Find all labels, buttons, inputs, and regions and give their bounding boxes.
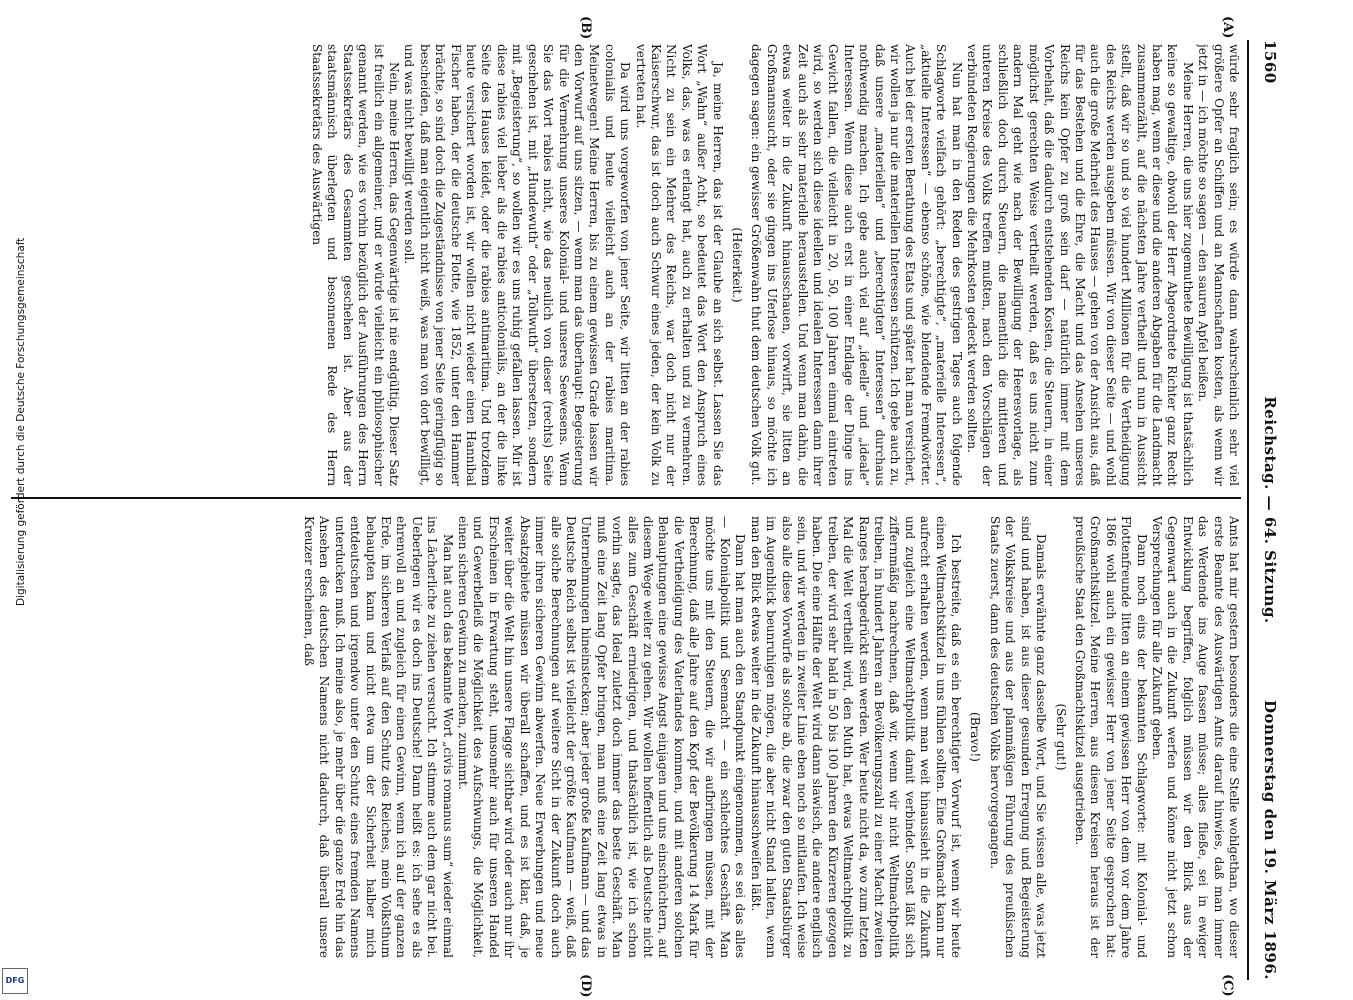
paragraph: Nein, meine Herren, das Gegenwärtige ist nie endgültig. Dieser Satz ist freilich ein allgemeiner, und er würde vielleicht ein philosophischer genannt werden, wie es vorhin bezüglich der Ausführungen des Herrn Staatssekretärs des Gesammten geschehen ist. Aber aus der staatsmännisch überlegten und besonnenen Rede des Herrn Staatssekretärs des Auswärtigen — [310, 44, 402, 486]
paragraph: Ja, meine Herren, das ist der Glaube an sich selbst. Lassen Sie das Wort „Wahn“ außer Acht, so bedeutet das Wort den Anspruch eines Volks, das, was es erlangt hat, auch zu erhalten und zu vermehren. Nicht zu sein ein Mehrer des Reichs, war doch nicht nur der Kaiserschwur, das ist doch auch Schwur eines jeden, der kein Volk zu vertreten hat. — [633, 44, 725, 486]
margin-marker-b: (B) — [578, 16, 593, 40]
session-title: Reichstag. — 64. Sitzung. — [1261, 396, 1279, 624]
margin-marker-c: (C) — [1220, 974, 1235, 997]
paragraph: Damals erwähnte ganz dasselbe Wort, und Sie wissen alle, was jetzt sind und haben, ist aus dieser gesunden Erregung und Begeisterung der Volkskreise und aus der planmäßigen Führung des preußischen Staats zuerst, dann des deutschen Volks hervorgegangen. — [987, 516, 1049, 958]
digitization-footer — [0, 0, 30, 1000]
paragraph: Amts hat mir gestern besonders die eine Stelle wohlgethan, wo dieser erste Beamte des Auswärtigen Amts darauf hinwies, daß man immer das Werdende ins Auge fassen müsse; alles fließe, sei in ewiger Entwicklung begriffen, folglich müssen wir den Blick aus der Gegenwart auch in die Zukunft werfen und könne nicht jetzt schon Versprechungen für alle Zukunft geben. — [1149, 516, 1241, 958]
paragraph: Meine Herren, die uns hier zugemuthete Bewilligung ist thatsächlich keine so gewaltige, obwohl der Herr Abgeordnete Richter ganz Recht haben mag, wenn er diese und die anderen Abgaben für die Landmacht zusammenzählt, auf die nächsten Jahre vertheilt und nun in Aussicht stellt, daß wir so und so viel hundert Millionen für die Vertheidigung des Reichs werden ausgeben müssen. Wir von dieser Seite — und wohl auch die große Mehrheit des Hauses — gehen von der Ansicht aus, daß für das Bestehen und die Ehre, die Macht und das Ansehen unseres Reichs kein Opfer zu groß sein darf — natürlich immer mit dem Vorbehalt, daß die dadurch entstehenden Kosten, die Steuern, in einer möglichst gerechten Weise vertheilt werden, daß es uns nicht zum andern Mal geht wie nach der Bewilligung der Heeresvorlage, als schließlich doch durch Steuern, die namentlich die mittleren und unteren Kreise des Volks treffen mußten, nach den Vorschlägen der verbündeten Regierungen die Mehrkosten gedeckt werden sollten. — [965, 44, 1195, 486]
attribution-text: Digitalisierung gefördert durch die Deutsche Forschungsgemeinschaft — [15, 237, 27, 606]
page-header — [1251, 40, 1285, 980]
right-column — [11, 516, 1241, 958]
document-page — [3, 0, 1293, 1000]
session-date: Donnerstag den 19. März 1896. — [1261, 700, 1279, 980]
dfg-logo-icon: DFG — [2, 968, 28, 994]
paragraph: Dann noch eins der bekannten Schlagworte: mit Kolonial- und Flottenfreunde litten an einem gewissen Herr von dem vor dem Jahre 1866 wohl auch ein gewisser Herr von jener Seite gesprochen hat: Großmachtskitzel. Meine Herren, aus diesen Kreisen heraus ist der preußische Staat den Großmachtskitzel ausgetrieben. — [1072, 516, 1149, 958]
paragraph: Ich bestreite, daß es ein berechtigter Vorwurf ist, wenn wir heute einen Weltmachtskitzel in uns fühlen sollten. Eine Großmacht kann nur aufrecht erhalten werden, wenn man weit hinaussieht in die Zukunft und zugleich eine Weltmachtpolitik damit verbindet. Sonst läßt sich ziffernmäßig nachrechnen, daß wir, wenn wir nicht Weltmachtpolitik treiben, in hundert Jahren an Bevölkerungszahl zu einer Macht zweiten Ranges herabgedrückt sein werden. Wer heute nicht da, wo zum letzten Mal die Welt vertheilt wird, den Muth hat, etwas Weltmachtpolitik zu treiben, der wird sehr bald in 50 bis 100 Jahren den Kürzeren gezogen haben. Die eine Hälfte der Welt wird dann slawisch, die andere englisch sein, und wir werden in zweiter Linie eben noch so mitlaufen. Ich weise also alle diese Vorwürfe als solche ab, die zwar den guten Staatsbürger im Augenblick beunruhigen mögen, die aber nicht Stand halten, wenn man den Blick etwas weiter in die Zukunft hinausschweifen läßt. — [748, 516, 964, 958]
page-number: 1560 — [1261, 40, 1279, 84]
interjection: (Sehr gut!) — [1053, 703, 1068, 771]
paragraph: Dann hat man auch den Standpunkt eingenommen, es sei das alles — Kolonialpolitik und Seemacht — ein schlechtes Geschäft. Man möchte uns mit den Steuern, die wir aufbringen müssen, mit der Berechnung, daß alle Jahre auf den Kopf der Bevölkerung 14 Mark für die Vertheidigung des Vaterlandes kommen, und mit anderen solchen Behauptungen eine gewisse Angst einjagen und uns einschüchtern, auf diesem Wege weiter zu gehen. Wir wollen hoffentlich als Deutsche nicht alles zum Geschäft erniedrigen, und thatsächlich ist, wie ich schon vorhin sagte, das Ideal zuletzt doch immer das beste Geschäft. Man muß eine Zeit lang Opfer bringen, man muß eine Zeit lang etwas in Unternehmungen hineinstecken; aber jeder große Kaufmann — und das Deutsche Reich selbst ist vielleicht der größte Kaufmann — weiß, daß alle solche Berechnungen auf weitere Sicht in der Zukunft doch auch immer ihren sicheren Gewinn abwerfen. Neue Erwerbungen und neue Absatzgebiete müssen wir überall schaffen, und es ist klar, daß, je weiter über die Welt hin unsere Flagge sichtbar wird oder auch nur ihr Erscheinen in Erwartung steht, umsomehr auch für unseren Handel und Gewerbefleiß die Möglichkeit des Aufschwungs, die Möglichkeit, einen sicheren Gewinn zu machen, zunimmt. — [456, 516, 748, 958]
left-column — [11, 44, 1241, 486]
margin-marker-d: (D) — [578, 974, 593, 998]
paragraph: würde sehr fraglich sein; es würde dann wahrscheinlich sehr viel größere Opfer an Schiffen und an Mannschaften kosten, als wenn wir jetzt in — ich möchte so sagen — den sauren Apfel beißen. — [1196, 44, 1241, 486]
paragraph: Man hat auch das bekannte Wort „civis romanus sum“ wieder einmal ins Lächerliche zu ziehen versucht. Ich stimme auch dem gar nicht bei. Ueberlegen wir es doch ins Deutsche! Dann heißt es: ich sehe es als ehrenvoll an und zugleich für einen Gewinn, wenn ich auf der ganzen Erde, im sicheren Verlaß auf den Schutz des Reiches, mein Volksthum behaupten kann und nicht etwa um der Sicherheit halber mich entdeutschen und irgendwo unter den Schutz eines fremden Namens unterducken muß. Ich meine also, je mehr über die ganze Erde hin das Ansehen des deutschen Namens nicht dadurch, daß überall unsere Kreuzer erscheinen, daß — [302, 516, 455, 958]
column-divider — [11, 497, 1241, 499]
header-divider — [1247, 40, 1249, 980]
paragraph: Da wird uns vorgeworfen von jener Seite, wir litten an der rabies colonialis und heute vielleicht auch an der rabies maritima. Meinetwegen! Meine Herren, bis zu einem gewissen Grade lassen wir den Vorwurf auf uns sitzen, — wenn man das überhaupt: Begeisterung für die Vermehrung unseres Kolonial- und unseres Seewesens. Wenn Sie das Wort rabies nicht, wie das neulich von dieser (rechts) Seite geschehen ist, mit „Hundewuth“ oder „Tollwuth“ übersetzen, sondern mit „Begeisterung“, so wollen wir es uns ruhig gefallen lassen. Mir ist diese rabies viel lieber als die rabies anticolonialis, an der die linke Seite des Hauses leidet, oder die rabies antimaritima. Und trotzdem heute versichert worden ist, wir wollen nicht wieder einen Hannibal Fischer haben, der die deutsche Flotte, wie 1852, unter den Hammer brächte, so sind doch die Zugeständnisse von jener Seite geringfügig so bescheiden, daß man eigentlich nicht weiß, was man von dort bewilligt, und was nicht bewilligt werden soll. — [402, 44, 633, 486]
interjection: (Bravo!) — [968, 712, 983, 762]
margin-marker-a: (A) — [1220, 16, 1235, 39]
paragraph: Nun hat man in den Reden des gestrigen Tages auch folgende Schlagworte vielfach gehört: „berechtigte“, „materielle Interessen“, „aktuelle Interessen“ — ebenso schöne, wie blendende Fremdwörter. Auch bei der ersten Berathung des Etats und später hat man versichert, wir wollen ja nur die materiellen Interessen schützen. Ich gebe auch zu, daß unsere „materiellen“ und „berechtigten“ Interessen“ durchaus nothwendig machen. Ich gebe auch viel auf „ideelle“ und „ideale“ Interessen. Wenn diese auch erst in einer Endlage der Dinge ins Gewicht fallen, die vielleicht in 20, 50, 100 Jahren einmal eintreten wird, so werden sich diese ideellen und idealen Interessen dann ihrer Zeit auch als sehr materielle herausstellen. Und wenn man dahin, die etwas weiter in die Zukunft hinausschauen, vorwirft, sie litten an Großmannssucht, oder sie gingen ins Uferlose hinaus, so möchte ich dagegen sagen: ein gewisser Größenwahn thut dem deutschen Volk gut. — [749, 44, 964, 486]
interjection: (Heiterkeit.) — [730, 227, 744, 303]
